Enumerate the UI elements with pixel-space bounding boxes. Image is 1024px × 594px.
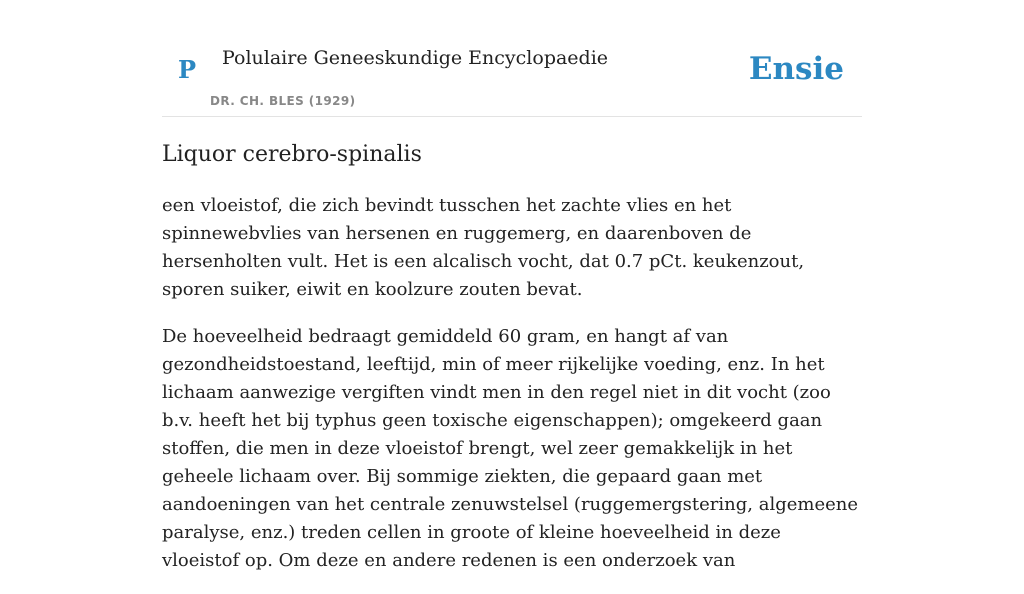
article-body bbox=[162, 192, 862, 594]
book-logo-letter[interactable]: P bbox=[178, 55, 197, 84]
ensie-logo[interactable]: Ensie bbox=[748, 51, 844, 87]
article-title: Liquor cerebro-spinalis bbox=[162, 142, 422, 167]
article-paragraph: De hoeveelheid bedraagt gemiddeld 60 gram, en hangt af van gezondheidstoestand, leeftijd, min of meer rijkelijke voeding, enz. In het lichaam aanwezige vergiften vindt men in den regel niet in dit vocht (zoo b.v. heeft het bij typhus geen toxische eigenschappen); omgekeerd gaan stoffen, die men in deze vloeistof brengt, wel zeer gemakkelijk in het geheele lichaam over. Bij sommige ziekten, die gepaard gaan met aandoeningen van het centrale zenuwstelsel (ruggemergstering, algemeene paralyse, enz.) treden cellen in groote of kleine hoeveelheid in deze vloeistof op. Om deze en andere redenen is een onderzoek van bbox=[162, 326, 859, 571]
header bbox=[162, 0, 862, 117]
book-title[interactable]: Polulaire Geneeskundige Encyclopaedie bbox=[222, 47, 609, 69]
article-paragraph: een vloeistof, die zich bevindt tusschen het zachte vlies en het spinnewebvlies van hersenen en ruggemerg, en daarenboven de hersenholten vult. Het is een alcalisch vocht, dat 0.7 pCt. keukenzout, sporen suiker, eiwit en koolzure zouten bevat. bbox=[162, 195, 805, 300]
page bbox=[162, 0, 862, 571]
book-author: DR. CH. BLES (1929) bbox=[210, 94, 356, 108]
